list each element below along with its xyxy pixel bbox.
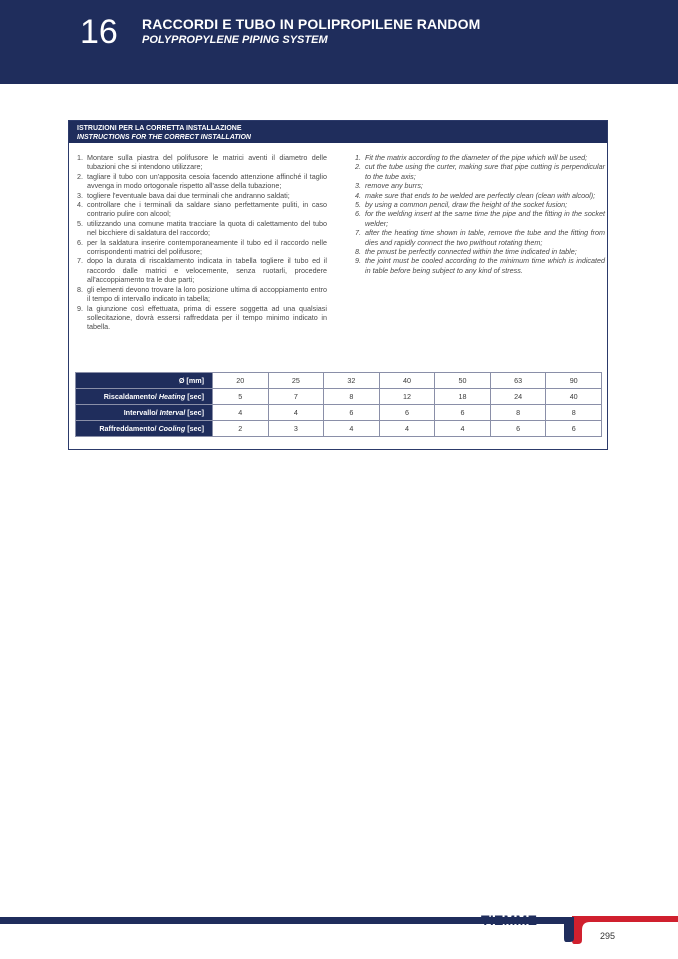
instruction-text: make sure that ends to be welded are perfectly clean (clean with alcool); bbox=[365, 190, 596, 200]
table-cell: 32 bbox=[324, 373, 380, 389]
instruction-text: dopo la durata di riscaldamento indicata in tabella togliere il tubo ed il raccordo dalle matrici e velocemente, senza ruotarli, procedere all'accoppiamento tra le due parti; bbox=[87, 256, 327, 285]
table-cell: 6 bbox=[490, 421, 546, 437]
chapter-number: 16 bbox=[80, 13, 118, 51]
table-cell: 50 bbox=[435, 373, 491, 389]
table-cell: 63 bbox=[490, 373, 546, 389]
instruction-number: 8. bbox=[77, 284, 83, 294]
instruction-text: remove any burrs; bbox=[365, 181, 423, 191]
instruction-number: 1. bbox=[355, 153, 361, 162]
instruction-number: 8. bbox=[355, 247, 361, 257]
instruction-text: controllare che i terminali da saldare siano perfettamente puliti, in caso contrario pulire con alcool; bbox=[87, 200, 327, 219]
brand-logo bbox=[478, 910, 678, 950]
table-cell: 90 bbox=[546, 373, 602, 389]
table-cell: 25 bbox=[268, 373, 324, 389]
table-cell: 4 bbox=[379, 421, 435, 437]
row-unit: [sec] bbox=[185, 424, 204, 433]
instruction-number: 5. bbox=[77, 218, 83, 228]
row-label-italian: Riscaldamento/ bbox=[103, 392, 159, 401]
instruction-item bbox=[77, 285, 327, 304]
row-label-english: Heating bbox=[158, 392, 186, 401]
instruction-number: 1. bbox=[77, 153, 83, 162]
table-cell: 6 bbox=[435, 405, 491, 421]
instruction-text: after the heating time shown in table, remove the tube and the fitting from dies and rapidly connect the two pwithout rotating them; bbox=[365, 228, 605, 247]
instruction-text: utilizzando una comune matita tracciare la quota di calettamento del tubo nel bicchiere di saldatura del raccordo; bbox=[87, 218, 327, 238]
row-label-english: Interval bbox=[159, 408, 186, 417]
table-cell: 5 bbox=[213, 389, 269, 405]
table-cell: 8 bbox=[546, 405, 602, 421]
table-cell: 40 bbox=[379, 373, 435, 389]
table-cell: 4 bbox=[324, 421, 380, 437]
table-row bbox=[76, 421, 602, 437]
instruction-item bbox=[355, 200, 605, 209]
chapter-title: RACCORDI E TUBO IN POLIPROPILENE RANDOM bbox=[142, 16, 481, 32]
table-row bbox=[76, 373, 602, 389]
instruction-text: the joint must be cooled according to the minimum time which is indicated in table before being subject to any kind of stress. bbox=[365, 256, 605, 275]
table-cell: 40 bbox=[546, 389, 602, 405]
brand-name: TIEMME bbox=[481, 912, 538, 928]
row-header bbox=[76, 421, 213, 437]
instruction-item bbox=[355, 191, 605, 200]
instruction-text: per la saldatura inserire contemporaneamente il tubo ed il raccordo nelle corrispondenti matrici del polifusore; bbox=[87, 237, 327, 257]
footer-line bbox=[0, 917, 480, 924]
instruction-text: by using a common pencil, draw the height of the socket fusion; bbox=[365, 200, 568, 210]
row-label-italian: Intervallo/ bbox=[123, 408, 160, 417]
instruction-text: for the welding insert at the same time the pipe and the fitting in the socket welder; bbox=[365, 209, 605, 228]
instruction-item bbox=[355, 153, 605, 162]
table-row bbox=[76, 405, 602, 421]
instruction-number: 7. bbox=[77, 256, 83, 266]
instruction-number: 3. bbox=[355, 181, 361, 191]
instruction-item bbox=[355, 256, 605, 275]
instruction-text: tagliare il tubo con un'apposita cesoia facendo attenzione affinché il taglio avvenga in modo ortogonale rispetto all'asse della tubazione; bbox=[87, 171, 327, 191]
instruction-item bbox=[77, 172, 327, 191]
instruction-text: Montare sulla piastra del polifusore le matrici aventi il diametro delle tubazioni che si intendono utilizzare; bbox=[87, 153, 327, 172]
table-cell: 2 bbox=[213, 421, 269, 437]
instruction-item bbox=[77, 219, 327, 238]
instructions-italian bbox=[77, 153, 327, 332]
row-header bbox=[76, 405, 213, 421]
instruction-number: 2. bbox=[77, 171, 83, 181]
header-band bbox=[0, 0, 678, 84]
table-cell: 3 bbox=[268, 421, 324, 437]
row-header bbox=[76, 389, 213, 405]
box-heading bbox=[69, 121, 607, 143]
instruction-number: 5. bbox=[355, 200, 361, 210]
instruction-item bbox=[77, 191, 327, 200]
instruction-item bbox=[77, 238, 327, 257]
instruction-number: 6. bbox=[77, 237, 83, 247]
table-cell: 6 bbox=[379, 405, 435, 421]
installation-instructions-box bbox=[68, 120, 608, 450]
instruction-text: cut the tube using the curter, making sure that pipe cutting is perpendicular to the tube axis; bbox=[365, 162, 605, 181]
instruction-item bbox=[355, 247, 605, 256]
table-cell: 20 bbox=[213, 373, 269, 389]
instruction-item bbox=[355, 228, 605, 247]
chapter-subtitle: POLYPROPYLENE PIPING SYSTEM bbox=[142, 34, 328, 46]
welding-parameters-table bbox=[75, 372, 602, 437]
instruction-number: 3. bbox=[77, 190, 83, 200]
instruction-item bbox=[355, 162, 605, 181]
table-cell: 18 bbox=[435, 389, 491, 405]
table-cell: 4 bbox=[213, 405, 269, 421]
instruction-number: 9. bbox=[77, 303, 83, 313]
row-label-english: Cooling bbox=[158, 424, 186, 433]
box-heading-english: INSTRUCTIONS FOR THE CORRECT INSTALLATION bbox=[77, 134, 251, 141]
instruction-item bbox=[355, 209, 605, 228]
table-cell: 6 bbox=[546, 421, 602, 437]
table-cell: 24 bbox=[490, 389, 546, 405]
row-header bbox=[76, 373, 213, 389]
instruction-text: Fit the matrix according to the diameter of the pipe which will be used; bbox=[365, 153, 588, 162]
row-label-italian: Raffreddamento/ bbox=[99, 424, 159, 433]
instructions-columns bbox=[77, 153, 603, 363]
row-label-italian: Ø [mm] bbox=[178, 376, 204, 385]
table-row bbox=[76, 389, 602, 405]
instruction-number: 2. bbox=[355, 162, 361, 172]
instruction-item bbox=[77, 153, 327, 172]
instruction-item bbox=[77, 256, 327, 284]
instruction-item bbox=[355, 181, 605, 190]
instruction-item bbox=[77, 200, 327, 219]
table-cell: 12 bbox=[379, 389, 435, 405]
table-cell: 7 bbox=[268, 389, 324, 405]
table-cell: 8 bbox=[490, 405, 546, 421]
instruction-number: 4. bbox=[77, 200, 83, 210]
row-unit: [sec] bbox=[185, 408, 204, 417]
instructions-italian-list bbox=[77, 153, 327, 332]
table-cell: 4 bbox=[268, 405, 324, 421]
instruction-text: togliere l'eventuale bava dai due terminali che andranno saldati; bbox=[87, 190, 290, 200]
instruction-number: 7. bbox=[355, 228, 361, 238]
box-heading-italian: ISTRUZIONI PER LA CORRETTA INSTALLAZIONE bbox=[77, 125, 242, 132]
instructions-english-list bbox=[355, 153, 605, 275]
instruction-text: la giunzione così effettuata, prima di essere soggetta ad una qualsiasi sollecitazione, dovrà essersi raffreddata per il tempo minimo indicato in tabella. bbox=[87, 303, 327, 332]
table-cell: 8 bbox=[324, 389, 380, 405]
instruction-text: gli elementi devono trovare la loro posizione ultima di accoppiamento entro il tempo di intervallo indicato in tabella; bbox=[87, 284, 327, 304]
table-cell: 6 bbox=[324, 405, 380, 421]
instruction-number: 6. bbox=[355, 209, 361, 219]
instruction-text: the pmust be perfectly connected within the time indicated in table; bbox=[365, 247, 577, 257]
instruction-item bbox=[77, 304, 327, 332]
table-cell: 4 bbox=[435, 421, 491, 437]
instruction-number: 4. bbox=[355, 190, 361, 200]
row-unit: [sec] bbox=[185, 392, 204, 401]
instructions-english bbox=[355, 153, 605, 275]
page-number: 295 bbox=[600, 931, 616, 941]
instruction-number: 9. bbox=[355, 256, 361, 266]
